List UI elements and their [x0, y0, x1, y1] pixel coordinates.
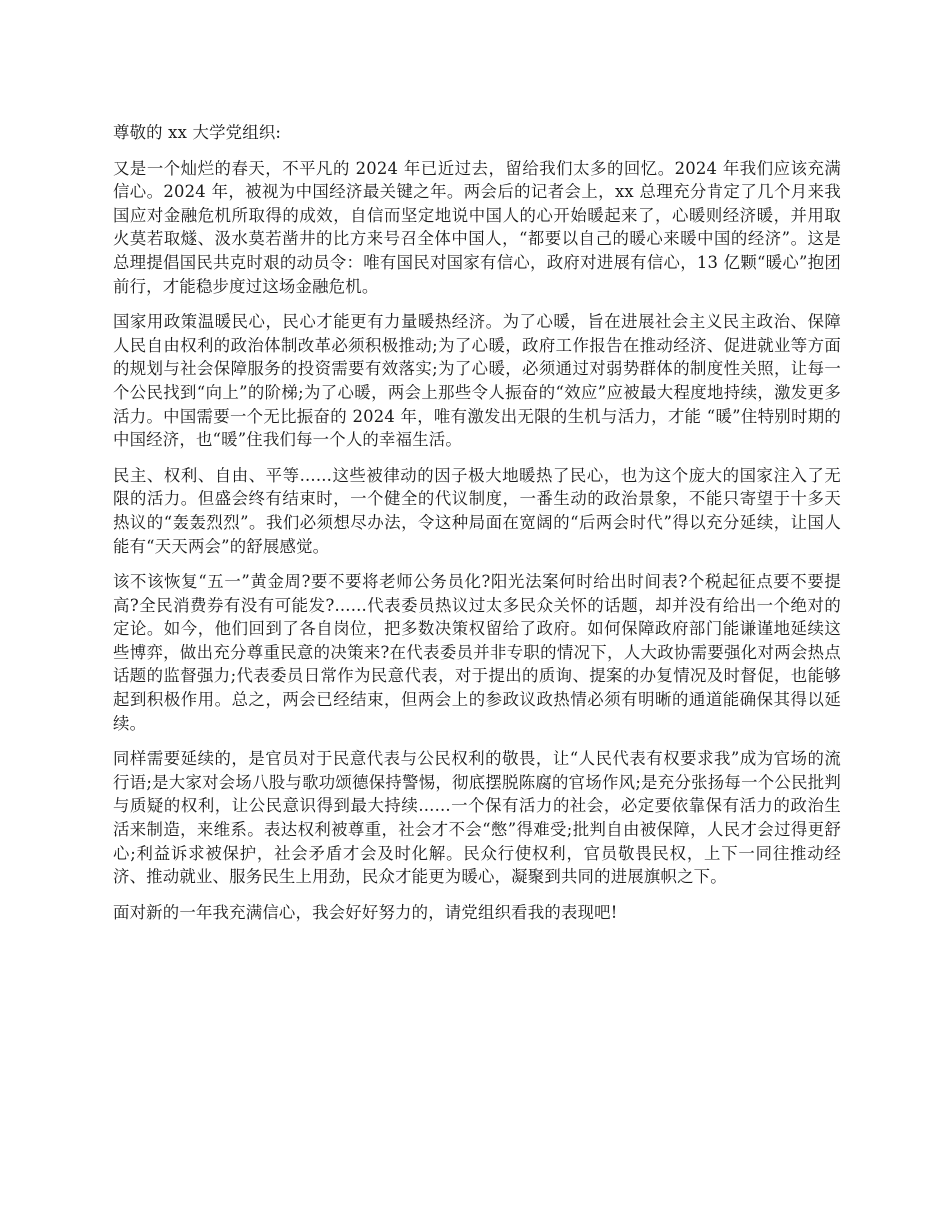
- salutation: 尊敬的 xx 大学党组织:: [113, 123, 282, 142]
- paragraph-3: 民主、权利、自由、平等......这些被律动的因子极大地暖热了民心，也为这个庞大的国家注入了无限的活力。但盛会终有结束时，一个健全的代议制度，一番生动的政治景象，不能只寄望于十多天热议的“轰轰烈烈”。我们必须想尽办法，令这种局面在宽阔的“后两会时代”得以充分延续，让国人能有“天天两会”的舒展感觉。: [113, 465, 841, 556]
- paragraph-1: 又是一个灿烂的春天，不平凡的 2024 年已近过去，留给我们太多的回忆。2024 年我们应该充满信心。2024 年，被视为中国经济最关键之年。两会后的记者会上，xx 总理充分肯定了几个月来我国应对金融危机所取得的成效，自信而坚定地说中国人的心开始暖起来了，心暖则经济暖，并用取火莫若取燧、汲水莫若凿井的比方来号召全体中国人，“都要以自己的暖心来暖中国的经济”。这是总理提倡国民共克时艰的动员令：唯有国民对国家有信心，政府对进展有信心，13 亿颗“暖心”抱团前行，才能稳步度过这场金融危机。: [113, 158, 841, 296]
- paragraph-2: 国家用政策温暖民心，民心才能更有力量暖热经济。为了心暖，旨在进展社会主义民主政治、保障人民自由权利的政治体制改革必须积极推动;为了心暖，政府工作报告在推动经济、促进就业等方面的规划与社会保障服务的投资需要有效落实;为了心暖，必须通过对弱势群体的制度性关照，让每一个公民找到“向上”的阶梯;为了心暖，两会上那些令人振奋的“效应”应被最大程度地持续，激发更多活力。中国需要一个无比振奋的 2024 年，唯有激发出无限的生机与活力，才能 “暖”住特别时期的中国经济，也“暖”住我们每一个人的幸福生活。: [113, 312, 841, 450]
- paragraph-4: 该不该恢复“五一”黄金周?要不要将老师公务员化?阳光法案何时给出时间表?个税起征点要不要提高?全民消费券有没有可能发?......代表委员热议过太多民众关怀的话题，却并没有给出一个绝对的定论。如今，他们回到了各自岗位，把多数决策权留给了政府。如何保障政府部门能谦谨地延续这些博弈，做出充分尊重民意的决策来?在代表委员并非专职的情况下，人大政协需要强化对两会热点话题的监督强力;代表委员日常作为民意代表，对于提出的质询、提案的办复情况及时督促，也能够起到积极作用。总之，两会已经结束，但两会上的参政议政热情必须有明晰的通道能确保其得以延续。: [113, 572, 841, 733]
- closing-paragraph: 面对新的一年我充满信心，我会好好努力的，请党组织看我的表现吧!: [113, 902, 618, 922]
- letter-body: [113, 121, 841, 936]
- paragraph-5: 同样需要延续的，是官员对于民意代表与公民权利的敬畏，让“人民代表有权要求我”成为官场的流行语;是大家对会场八股与歌功颂德保持警惕，彻底摆脱陈腐的官场作风;是充分张扬每一个公民批判与质疑的权利，让公民意识得到最大持续......一个保有活力的社会，必定要依靠保有活力的政治生活来制造，来维系。表达权利被尊重，社会才不会“憋”得难受;批判自由被保障，人民才会过得更舒心;利益诉求被保护，社会矛盾才会及时化解。民众行使权利，官员敬畏民权，上下一同往推动经济、推动就业、服务民生上用劲，民众才能更为暖心，凝聚到共同的进展旗帜之下。: [113, 749, 841, 887]
